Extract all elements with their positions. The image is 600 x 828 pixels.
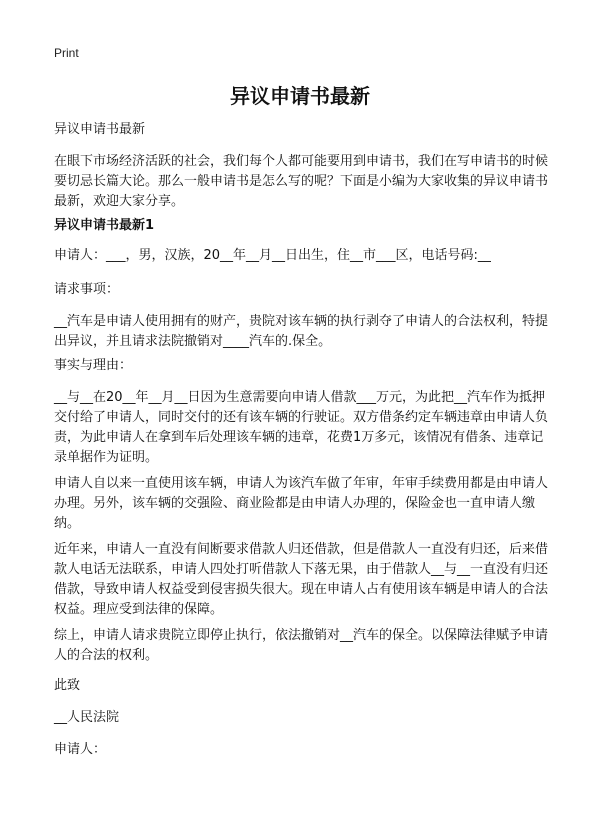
court-name: __人民法院 [54, 710, 120, 725]
request-paragraph: __汽车是申请人使用拥有的财产，贵院对该车辆的执行剥夺了申请人的合法权利，特提出异议，并且请求法院撤销对____汽车的.保全。 [54, 314, 549, 349]
applicant-line: 申请人：___，男，汉族，20__年__月__日出生，住__市___区，电话号码:__ [54, 248, 491, 263]
closing-text: 此致 [54, 678, 81, 693]
print-label: Print [54, 46, 79, 60]
intro-paragraph: 在眼下市场经济活跃的社会，我们每个人都可能要用到申请书，我们在写申请书的时候要切忌长篇大论。那么一般申请书是怎么写的呢？下面是小编为大家收集的异议申请书最新，欢迎大家分享。 [54, 154, 549, 209]
facts-label: 事实与理由： [54, 358, 133, 373]
document-subtitle: 异议申请书最新 [54, 122, 146, 137]
conclusion-paragraph: 综上，申请人请求贵院立即停止执行，依法撤销对__汽车的保全。以保障法律赋予申请人的合法的权利。 [54, 628, 549, 663]
page-title: 异议申请书最新 [230, 84, 370, 108]
facts-paragraph-2: 申请人自以来一直使用该车辆，申请人为该汽车做了年审，年审手续费用都是由申请人办理。另外，该车辆的交强险、商业险都是由申请人办理的，保险金也一直申请人缴纳。 [54, 476, 549, 531]
section-heading: 异议申请书最新1 [54, 218, 155, 233]
request-label: 请求事项： [54, 282, 120, 297]
facts-paragraph-1: __与__在20__年__月__日因为生意需要向申请人借款___万元，为此把__汽车作为抵押交付给了申请人，同时交付的还有该车辆的行驶证。双方借条约定车辆违章由申请人负责，为此申请人在拿到车后处理该车辆的违章，花费1万多元，该情况有借条、违章记录单据作为证明。 [54, 390, 549, 465]
signature-label: 申请人： [54, 742, 107, 757]
facts-paragraph-3: 近年来，申请人一直没有间断要求借款人归还借款，但是借款人一直没有归还，后来借款人电话无法联系，申请人四处打听借款人下落无果，由于借款人__与__一直没有归还借款，导致申请人权益受到侵害损失很大。现在申请人占有使用该车辆是申请人的合法权益。理应受到法律的保障。 [54, 542, 549, 617]
